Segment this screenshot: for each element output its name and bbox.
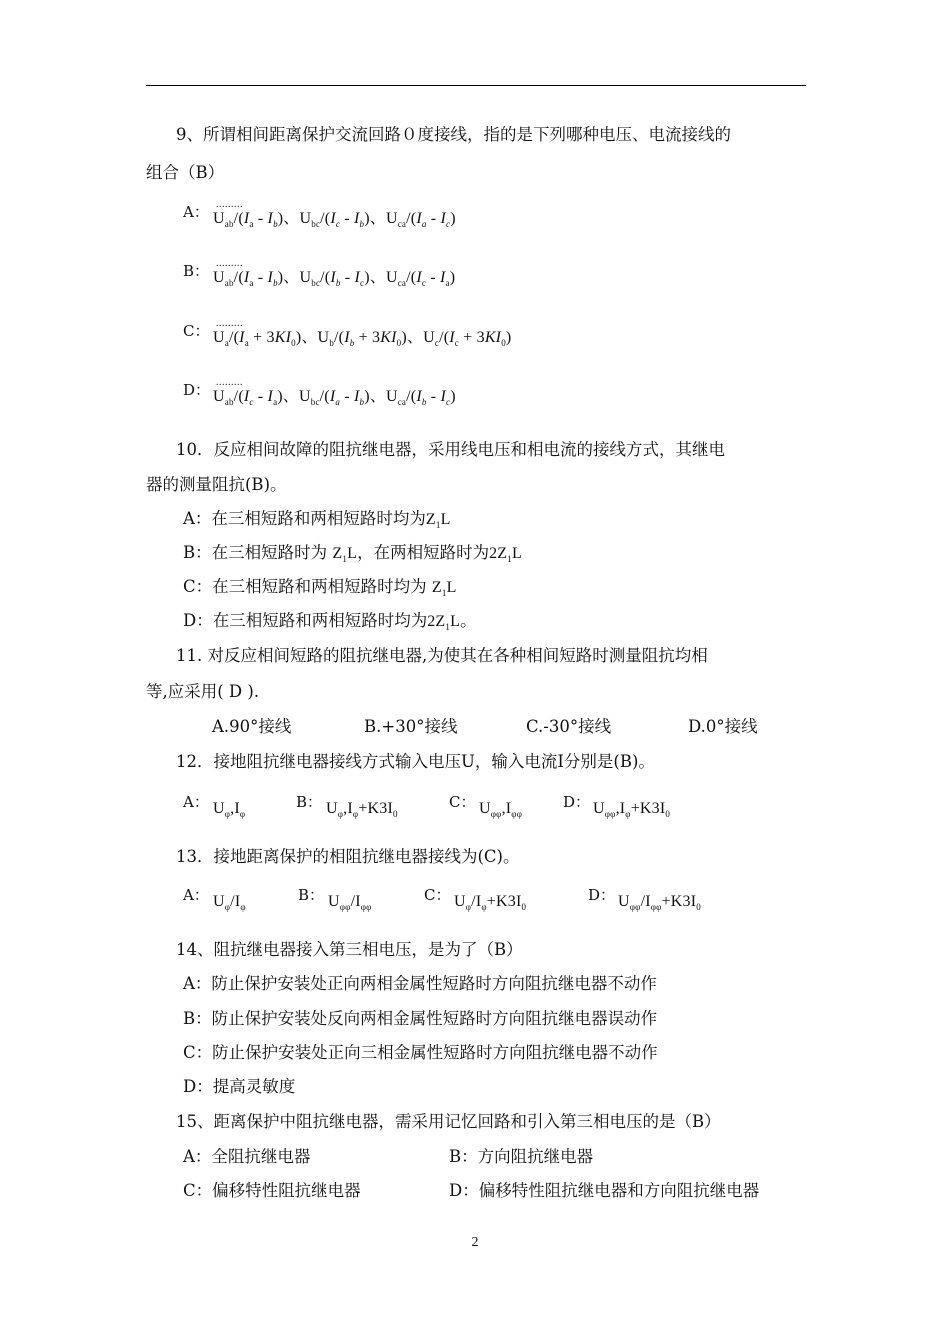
q12-option-b-label: B：	[296, 793, 323, 811]
q10-option-a-formula: $Z_1L$	[425, 511, 451, 530]
q9-option-a-label: A：	[183, 203, 209, 221]
q12-option-c-formula: $U_{\varphi\varphi},I_{\varphi\varphi}$	[479, 800, 523, 819]
q9-option-b	[183, 258, 456, 289]
q12-option-d-formula: $U_{\varphi\varphi},I_\varphi+K3I_0$	[593, 800, 671, 819]
q11-stem-line1: 11. 对反应相间短路的阻抗继电器,为使其在各种相间短路时测量阻抗均相	[176, 646, 708, 665]
q12-options	[183, 793, 246, 820]
page-number: 2	[471, 1235, 479, 1250]
q13-option-a-label: A：	[183, 886, 209, 904]
q9-stem-line2: 组合（B）	[146, 163, 225, 182]
q9-option-b-formula: ......... $U_{ab}/(I_a - I_b)$、$U_{bc}/(I_b - I_c)$、$U_{ca}/(I_c - I_a)$	[213, 258, 456, 288]
header-rule	[146, 85, 806, 86]
q12-stem: 12．接地阻抗继电器接线方式输入电压U，输入电流I分别是(B)。	[176, 752, 655, 771]
q13-option-d-label: D：	[588, 886, 616, 904]
q13-option-a-formula: $U_\varphi/I_\varphi$	[213, 893, 246, 912]
q10-option-b-formula2: $2Z_1L$	[489, 545, 522, 564]
q10-option-b	[183, 542, 522, 565]
q10-stem-line1: 10．反应相间故障的阻抗继电器，采用线电压和相电流的接线方式，其继电	[176, 440, 725, 459]
q10-option-d-text: D：在三相短路和两相短路时均为	[183, 611, 428, 630]
q12-option-c	[449, 793, 523, 820]
q13-option-d-formula: $U_{\varphi\varphi}/I_{\varphi\varphi}+K3I_0$	[618, 893, 701, 912]
q15-stem: 15、距离保护中阻抗继电器，需采用记忆回路和引入第三相电压的是（B）	[176, 1112, 721, 1131]
q12-option-a-label: A：	[183, 793, 209, 811]
q9-option-a-formula: ......... $U_{ab}/(I_a - I_b)$、$U_{bc}/(I_c - I_b)$、$U_{ca}/(I_a - I_c)$	[213, 199, 456, 229]
q12-option-a-formula: $U_\varphi,I_\varphi$	[213, 800, 246, 819]
q13-option-c-formula: $U_\varphi/I_\varphi+K3I_0$	[454, 893, 527, 912]
q9-option-c	[183, 318, 512, 349]
q13-option-c	[424, 886, 527, 913]
q14-option-a: A：防止保护安装处正向两相金属性短路时方向阻抗继电器不动作	[183, 974, 657, 993]
q11-option-c: C.-30°接线	[526, 717, 612, 736]
q10-option-b-mid: ，在两相短路时为	[357, 543, 490, 562]
q12-option-d-label: D：	[563, 793, 591, 811]
q13-option-a	[183, 886, 246, 913]
q12-option-c-label: C：	[449, 793, 476, 811]
q11-option-b: B.+30°接线	[364, 717, 458, 736]
q10-option-a-text: A：在三相短路和两相短路时均为	[183, 509, 426, 528]
q11-option-d: D.0°接线	[688, 717, 758, 736]
q10-option-d-end: 。	[460, 611, 477, 630]
q10-option-d-formula: $2Z_1L$	[427, 613, 461, 632]
q11-stem-line2: 等,应采用( D ).	[146, 682, 260, 701]
q10-option-d	[183, 610, 477, 633]
q13-option-b-formula: $U_{\varphi\varphi}/I_{\varphi\varphi}$	[328, 893, 372, 912]
q13-option-b-label: B：	[298, 886, 325, 904]
q13-option-d	[588, 886, 701, 913]
q9-stem-line1: 9、所谓相间距离保护交流回路０度接线，指的是下列哪种电压、电流接线的	[176, 125, 731, 144]
q9-option-a	[183, 199, 456, 230]
q12-option-b-formula: $U_\varphi,I_\varphi+K3I_0$	[326, 800, 398, 819]
q9-option-d-formula: ......... $U_{ab}/(I_c - I_a)$、$U_{bc}/(I_a - I_b)$、$U_{ca}/(I_b - I_c)$	[213, 377, 456, 407]
q13-option-c-label: C：	[424, 886, 451, 904]
q15-option-c: C：偏移特性阻抗继电器	[183, 1181, 361, 1200]
q11-option-a: A.90°接线	[212, 717, 292, 736]
q12-option-b	[296, 793, 398, 820]
q9-option-c-formula: ......... $U_a/(I_a + 3KI_0)$、$U_b/(I_b + 3KI_0)$、$U_c/(I_c + 3KI_0)$	[213, 318, 512, 348]
q10-option-b-formula1: $Z_1L$	[332, 545, 358, 564]
q15-option-d: D：偏移特性阻抗继电器和方向阻抗继电器	[449, 1181, 760, 1200]
q12-option-d	[563, 793, 671, 820]
q14-option-c: C：防止保护安装处正向三相金属性短路时方向阻抗继电器不动作	[183, 1043, 658, 1062]
q13-stem: 13．接地距离保护的相阻抗继电器接线为(C)。	[176, 847, 520, 866]
q15-option-b: B：方向阻抗继电器	[449, 1147, 594, 1166]
q10-option-c-formula: $Z_1L$	[431, 579, 457, 598]
q14-option-d: D：提高灵敏度	[183, 1077, 296, 1096]
q14-stem: 14、阻抗继电器接入第三相电压，是为了（B）	[176, 940, 523, 959]
q10-option-c	[183, 576, 457, 599]
q9-option-d-label: D：	[183, 381, 211, 399]
q9-option-c-label: C：	[183, 322, 210, 340]
q13-option-b	[298, 886, 372, 913]
q14-option-b: B：防止保护安装处反向两相金属性短路时方向阻抗继电器误动作	[183, 1009, 658, 1028]
q9-option-b-label: B：	[183, 262, 210, 280]
q10-stem-line2: 器的测量阻抗(B)。	[146, 475, 287, 494]
q10-option-b-text: B：在三相短路时为	[183, 543, 328, 562]
q10-option-c-text: C：在三相短路和两相短路时均为	[183, 577, 427, 596]
q15-option-a: A：全阻抗继电器	[183, 1147, 311, 1166]
q9-option-d	[183, 377, 456, 408]
q10-option-a	[183, 508, 451, 531]
